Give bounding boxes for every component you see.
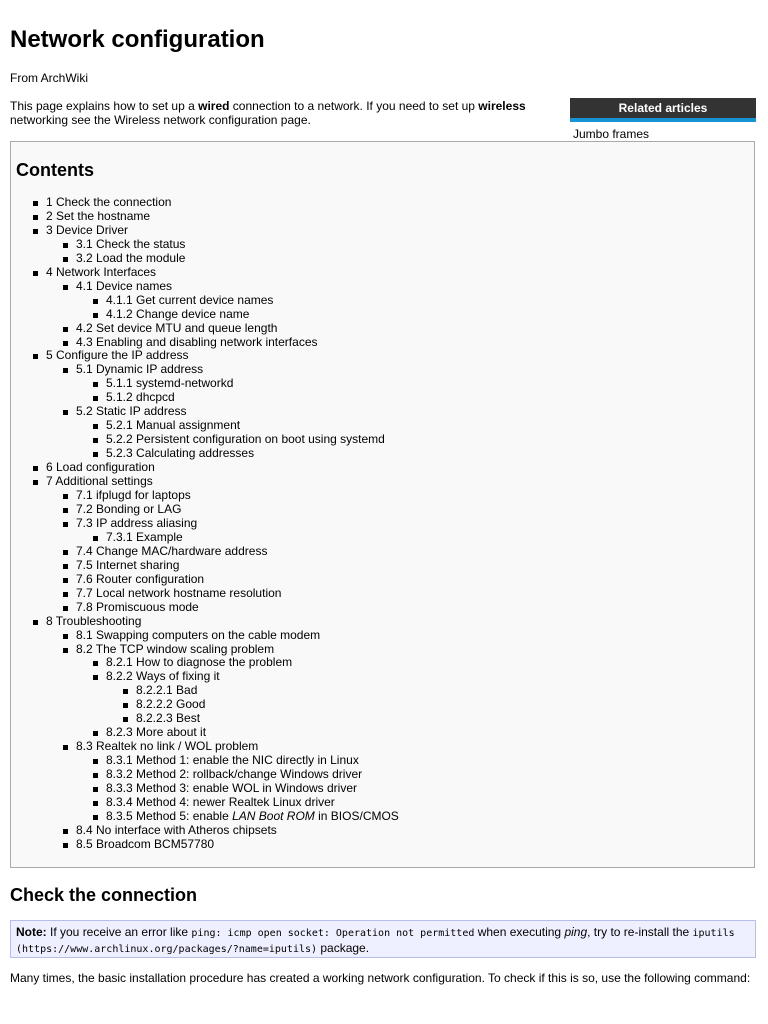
toc-item-label[interactable] bbox=[76, 573, 204, 587]
toc-item-label[interactable] bbox=[106, 656, 292, 670]
toc-item-label[interactable] bbox=[76, 238, 185, 252]
intro-paragraph bbox=[10, 99, 550, 127]
bullet-icon bbox=[123, 703, 128, 708]
note-text-4: package. bbox=[317, 941, 370, 955]
toc-item-text[interactable]: 3 Device Driver bbox=[46, 222, 129, 237]
toc-item-label[interactable] bbox=[46, 615, 141, 629]
toc-item-text[interactable]: 8.5 Broadcom BCM57780 bbox=[76, 836, 215, 851]
toc-item-text[interactable]: 8.4 No interface with Atheros chipsets bbox=[76, 822, 277, 837]
bullet-icon bbox=[93, 787, 98, 792]
toc-item-text[interactable]: 3.2 Load the module bbox=[76, 250, 186, 265]
toc-item-label[interactable] bbox=[106, 308, 249, 322]
toc-item-text[interactable]: 7.4 Change MAC/hardware address bbox=[76, 543, 268, 558]
toc-item-text[interactable]: 8.3.2 Method 2: rollback/change Windows driver bbox=[106, 767, 363, 782]
note-text-2: when executing bbox=[474, 925, 565, 939]
toc-item-text[interactable]: 7 Additional settings bbox=[46, 474, 153, 489]
bullet-icon bbox=[123, 717, 128, 722]
bullet-icon bbox=[63, 648, 68, 653]
bullet-icon bbox=[93, 661, 98, 666]
toc-item-text[interactable]: 8.2.2 Ways of fixing it bbox=[106, 669, 220, 684]
toc-title: Contents bbox=[16, 160, 94, 180]
note-label: Note: bbox=[16, 925, 47, 939]
toc-item-text[interactable]: 8.3.1 Method 1: enable the NIC directly in Linux bbox=[106, 753, 359, 768]
toc-item-text[interactable]: 8.2.2.1 Bad bbox=[136, 683, 198, 698]
toc-item-label[interactable] bbox=[76, 252, 185, 266]
toc-item-text[interactable]: 7.7 Local network hostname resolution bbox=[76, 585, 282, 600]
bullet-icon bbox=[63, 368, 68, 373]
bullet-icon bbox=[63, 564, 68, 569]
bullet-icon bbox=[33, 201, 38, 206]
bullet-icon bbox=[63, 410, 68, 415]
toc-item-text[interactable]: 7.2 Bonding or LAG bbox=[76, 501, 182, 516]
toc-item-label[interactable] bbox=[106, 294, 273, 308]
toc-item-label[interactable] bbox=[106, 726, 206, 740]
toc-item-text[interactable]: 5 Configure the IP address bbox=[46, 348, 189, 363]
bullet-icon bbox=[63, 522, 68, 527]
bullet-icon bbox=[93, 815, 98, 820]
bullet-icon bbox=[93, 773, 98, 778]
bullet-icon bbox=[33, 466, 38, 471]
toc-item-label[interactable] bbox=[136, 684, 197, 698]
bullet-icon bbox=[93, 731, 98, 736]
bullet-icon bbox=[63, 494, 68, 499]
toc-item-label[interactable] bbox=[76, 740, 258, 754]
toc-item-text[interactable]: 4.1.2 Change device name bbox=[106, 306, 250, 321]
bullet-icon bbox=[93, 452, 98, 457]
bullet-icon bbox=[93, 382, 98, 387]
bullet-icon bbox=[63, 508, 68, 513]
toc-item-label[interactable] bbox=[76, 559, 179, 573]
note-ping: ping bbox=[564, 925, 588, 939]
toc-item-text[interactable]: 4.2 Set device MTU and queue length bbox=[76, 320, 278, 335]
bullet-icon bbox=[93, 759, 98, 764]
toc-item-label[interactable] bbox=[76, 824, 277, 838]
toc-item-text[interactable]: 5.1 Dynamic IP address bbox=[76, 362, 204, 377]
toc-item-text[interactable]: 5.2.3 Calculating addresses bbox=[106, 446, 255, 461]
note-text-1: If you receive an error like bbox=[46, 925, 192, 939]
toc-item-text[interactable]: 4.3 Enabling and disabling network interfaces bbox=[76, 334, 318, 349]
toc-item-text[interactable]: 8.2.2.2 Good bbox=[136, 697, 206, 712]
toc-item-label[interactable] bbox=[46, 349, 189, 363]
note-code-error: ping: icmp open socket: Operation not permitted bbox=[191, 928, 475, 939]
bullet-icon bbox=[33, 215, 38, 220]
toc-item-text[interactable]: 8.3 Realtek no link / WOL problem bbox=[76, 739, 259, 754]
bullet-icon bbox=[93, 396, 98, 401]
intro-wired: wired bbox=[198, 99, 230, 113]
note-box bbox=[10, 920, 756, 958]
toc-item-label[interactable] bbox=[46, 266, 156, 280]
toc-item-label[interactable] bbox=[76, 601, 199, 615]
toc-item-label[interactable] bbox=[106, 377, 233, 391]
toc-item-text[interactable]: 4 Network Interfaces bbox=[46, 264, 157, 279]
toc-item-label[interactable] bbox=[136, 698, 205, 712]
bullet-icon bbox=[63, 745, 68, 750]
toc-item-text[interactable]: 5.2 Static IP address bbox=[76, 404, 187, 419]
toc-item-label[interactable] bbox=[76, 336, 318, 350]
toc-item-label[interactable] bbox=[76, 643, 274, 657]
toc-item-italic[interactable]: LAN Boot ROM bbox=[232, 808, 315, 823]
toc-item-text[interactable]: 8 Troubleshooting bbox=[46, 613, 142, 628]
toc-item-text[interactable]: 2 Set the hostname bbox=[46, 208, 151, 223]
toc-item-text[interactable]: 1 Check the connection bbox=[46, 195, 172, 209]
toc-item-label[interactable] bbox=[76, 405, 187, 419]
toc-item-text[interactable]: 5.2.1 Manual assignment bbox=[106, 418, 241, 433]
toc-item-label[interactable] bbox=[76, 587, 281, 601]
bullet-icon bbox=[63, 843, 68, 848]
toc-item-text[interactable]: 5.1.1 systemd-networkd bbox=[106, 376, 234, 391]
toc-item-label[interactable] bbox=[76, 489, 191, 503]
bullet-icon bbox=[93, 801, 98, 806]
toc-item-label[interactable] bbox=[46, 210, 150, 224]
bullet-icon bbox=[93, 424, 98, 429]
bullet-icon bbox=[63, 341, 68, 346]
note-iputils-url[interactable]: (https://www.archlinux.org/packages/?name=iputils) bbox=[16, 944, 318, 955]
bullet-icon bbox=[63, 592, 68, 597]
intro-wireless: wireless bbox=[478, 99, 526, 113]
intro-text-1: This page explains how to set up a bbox=[10, 99, 199, 113]
bullet-icon bbox=[63, 829, 68, 834]
bullet-icon bbox=[63, 606, 68, 611]
toc-item-label[interactable] bbox=[46, 224, 128, 238]
toc-item-label[interactable] bbox=[136, 712, 200, 726]
toc-item-text[interactable]: 8.2.3 More about it bbox=[106, 725, 207, 740]
toc-item-text[interactable]: 8.2.2.3 Best bbox=[136, 711, 201, 726]
toc-item-text[interactable]: 8.3.5 Method 5: enable bbox=[106, 808, 233, 823]
bullet-icon bbox=[63, 257, 68, 262]
toc-item-label[interactable] bbox=[76, 629, 320, 643]
bullet-icon bbox=[93, 299, 98, 304]
toc-item-label[interactable] bbox=[106, 768, 362, 782]
related-articles-header: Related articles bbox=[570, 98, 756, 122]
page-source: From ArchWiki bbox=[10, 71, 88, 85]
toc-item-text[interactable]: 4.1.1 Get current device names bbox=[106, 292, 274, 307]
section-title: Check the connection bbox=[10, 885, 198, 905]
toc-item-label[interactable] bbox=[76, 322, 277, 336]
bullet-icon bbox=[93, 438, 98, 443]
bullet-icon bbox=[123, 689, 128, 694]
toc-item-label[interactable] bbox=[76, 503, 181, 517]
toc-item-label[interactable] bbox=[76, 363, 203, 377]
related-link-jumbo-frames[interactable]: Jumbo frames bbox=[573, 127, 650, 141]
bullet-icon bbox=[63, 550, 68, 555]
toc-item-label[interactable] bbox=[106, 419, 240, 433]
bullet-icon bbox=[93, 536, 98, 541]
toc-item-label[interactable] bbox=[76, 838, 214, 852]
toc-item-text[interactable]: 7.3.1 Example bbox=[106, 529, 183, 544]
toc-item-text[interactable]: 8.3.4 Method 4: newer Realtek Linux driver bbox=[106, 794, 335, 809]
toc-item-label[interactable] bbox=[106, 810, 399, 824]
toc-item-label[interactable] bbox=[106, 447, 254, 461]
bullet-icon bbox=[63, 578, 68, 583]
toc-item-text[interactable]: 7.3 IP address aliasing bbox=[76, 515, 198, 530]
toc-item-label[interactable] bbox=[76, 545, 267, 559]
table-of-contents bbox=[10, 141, 755, 868]
toc-item-label[interactable] bbox=[76, 517, 197, 531]
bullet-icon bbox=[93, 675, 98, 680]
toc-item-label[interactable] bbox=[106, 782, 357, 796]
bullet-icon bbox=[33, 480, 38, 485]
bullet-icon bbox=[33, 229, 38, 234]
toc-item-text[interactable]: 7.8 Promiscuous mode bbox=[76, 599, 199, 614]
toc-item-label[interactable] bbox=[106, 754, 359, 768]
bullet-icon bbox=[33, 620, 38, 625]
toc-item-label[interactable] bbox=[106, 391, 175, 405]
toc-item-label[interactable] bbox=[106, 796, 335, 810]
toc-item-text[interactable]: 3.1 Check the status bbox=[76, 236, 186, 251]
toc-item-text[interactable]: 7.1 ifplugd for laptops bbox=[76, 488, 191, 503]
toc-item-label[interactable] bbox=[106, 531, 183, 545]
toc-item-text[interactable]: 8.3.3 Method 3: enable WOL in Windows driver bbox=[106, 781, 358, 796]
toc-item-suffix[interactable]: in BIOS/CMOS bbox=[314, 808, 399, 823]
toc-item-label[interactable] bbox=[76, 280, 172, 294]
bullet-icon bbox=[63, 327, 68, 332]
toc-item-label[interactable] bbox=[106, 433, 385, 447]
toc-item-label[interactable] bbox=[46, 461, 155, 475]
bullet-icon bbox=[63, 285, 68, 290]
note-text-3: , try to re-install the bbox=[587, 925, 693, 939]
body-paragraph: Many times, the basic installation procedure has created a working network configuration. To check if this is so, use the following command: bbox=[10, 971, 751, 985]
page-title: Network configuration bbox=[10, 26, 265, 53]
toc-item-text[interactable]: 8.2.1 How to diagnose the problem bbox=[106, 655, 293, 670]
toc-item-label[interactable] bbox=[106, 670, 220, 684]
bullet-icon bbox=[63, 243, 68, 248]
note-iputils-link[interactable]: iputils bbox=[692, 928, 735, 939]
toc-item-label[interactable] bbox=[46, 196, 171, 210]
toc-item-text[interactable]: 5.2.2 Persistent configuration on boot using systemd bbox=[106, 432, 385, 447]
toc-item-text[interactable]: 7.5 Internet sharing bbox=[76, 557, 180, 572]
toc-item-text[interactable]: 8.1 Swapping computers on the cable modem bbox=[76, 627, 321, 642]
intro-text-3: networking see the Wireless network configuration page. bbox=[10, 113, 311, 127]
bullet-icon bbox=[63, 634, 68, 639]
bullet-icon bbox=[33, 354, 38, 359]
toc-item-text[interactable]: 5.1.2 dhcpcd bbox=[106, 390, 175, 405]
toc-item-text[interactable]: 8.2 The TCP window scaling problem bbox=[76, 641, 275, 656]
intro-text-2: connection to a network. If you need to set up bbox=[229, 99, 479, 113]
toc-item-text[interactable]: 4.1 Device names bbox=[76, 278, 173, 293]
bullet-icon bbox=[33, 271, 38, 276]
bullet-icon bbox=[93, 313, 98, 318]
toc-item-text[interactable]: 7.6 Router configuration bbox=[76, 571, 205, 586]
toc-item-text[interactable]: 6 Load configuration bbox=[46, 460, 155, 475]
toc-item-label[interactable] bbox=[46, 475, 153, 489]
